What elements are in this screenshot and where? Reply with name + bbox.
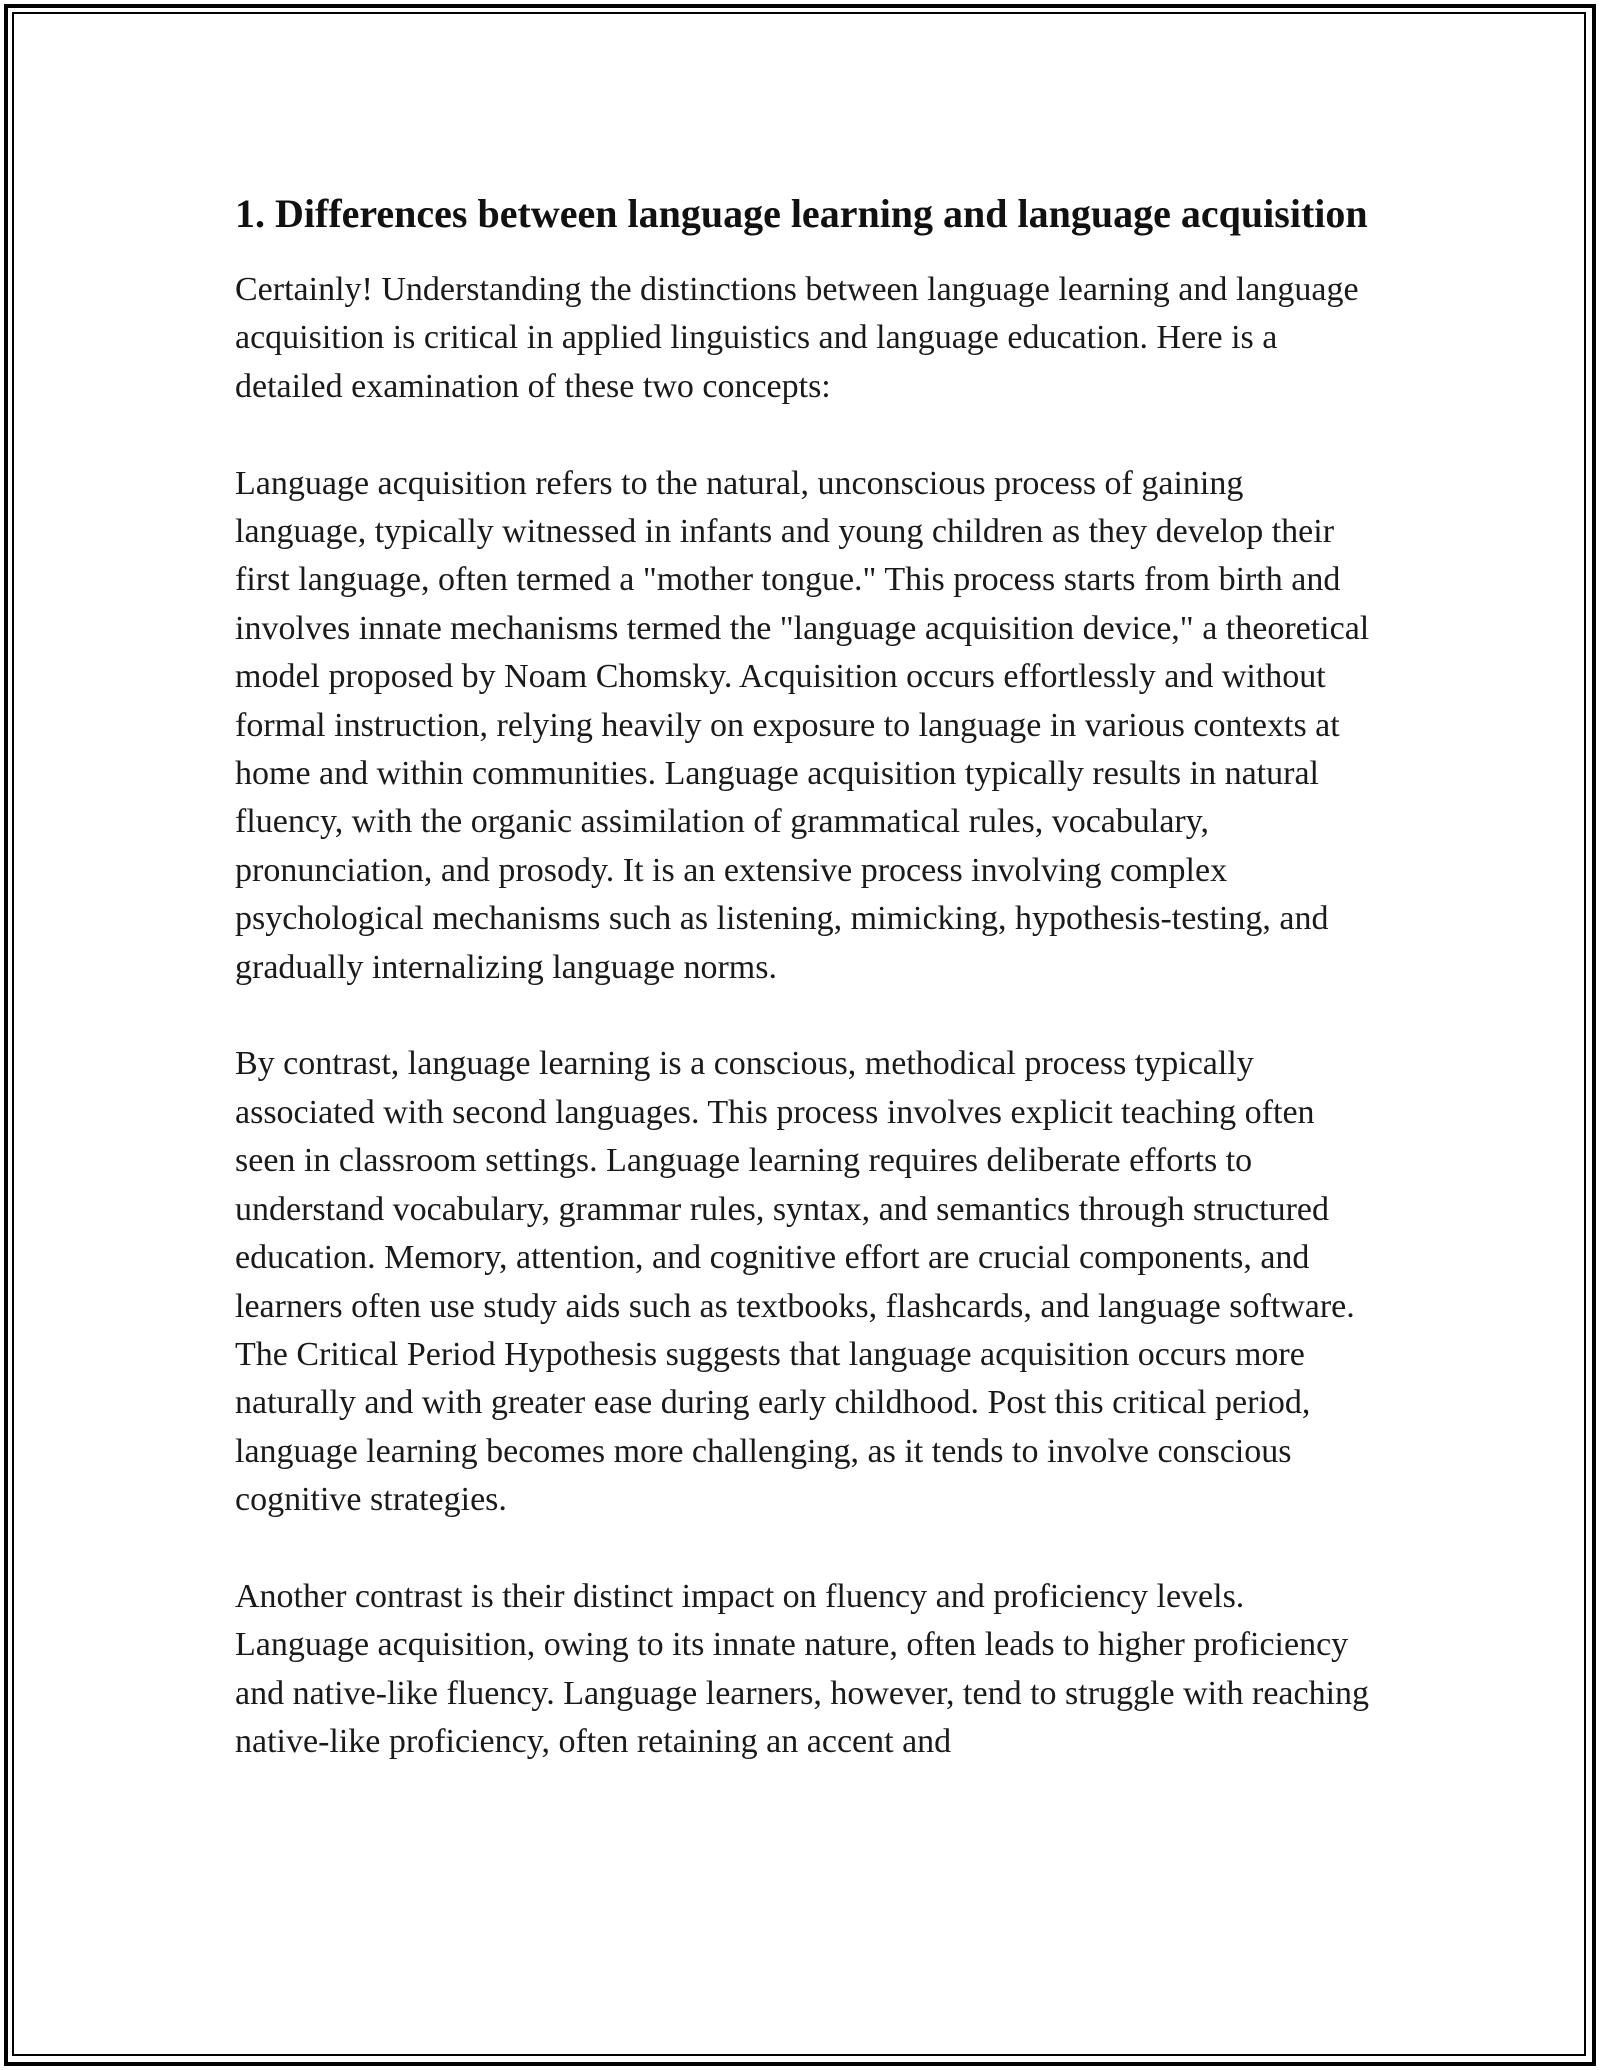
paragraph-learning: By contrast, language learning is a conscious, methodical process typically associated with second languages. This process involves explicit teaching often seen in classroom settings. Language learning requires deliberate efforts to understand vocabulary, grammar rules, syntax, and semantics through structured education. Memory, attention, and cognitive effort are crucial components, and learners often use study aids such as textbooks, flashcards, and language software. The Critical Period Hypothesis suggests that language acquisition occurs more naturally and with greater ease during early childhood. Post this critical period, language learning becomes more challenging, as it tends to involve conscious cognitive strategies. xyxy=(235,1045,1355,1519)
section-heading: 1. Differences between language learning and language acquisition xyxy=(235,191,1368,236)
paragraph-intro: Certainly! Understanding the distinctions between language learning and language acquisition is critical in applied linguistics and language education. Here is a detailed examination of these two concepts: xyxy=(235,271,1359,405)
document-body xyxy=(235,186,1375,1767)
paragraph-acquisition: Language acquisition refers to the natural, unconscious process of gaining language, typically witnessed in infants and young children as they develop their first language, often termed a "mother tongue." This process starts from birth and involves innate mechanisms termed the "language acquisition device," a theoretical model proposed by Noam Chomsky. Acquisition occurs effortlessly and without formal instruction, relying heavily on exposure to language in various contexts at home and within communities. Language acquisition typically results in natural fluency, with the organic assimilation of grammatical rules, vocabulary, pronunciation, and prosody. It is an extensive process involving complex psychological mechanisms such as listening, mimicking, hypothesis-testing, and gradually internalizing language norms. xyxy=(235,464,1370,986)
paragraph-fluency: Another contrast is their distinct impact on fluency and proficiency levels. Language acquisition, owing to its innate nature, often leads to higher proficiency and native-like fluency. Language learners, however, tend to struggle with reaching native-like proficiency, often retaining an accent and xyxy=(235,1577,1370,1761)
